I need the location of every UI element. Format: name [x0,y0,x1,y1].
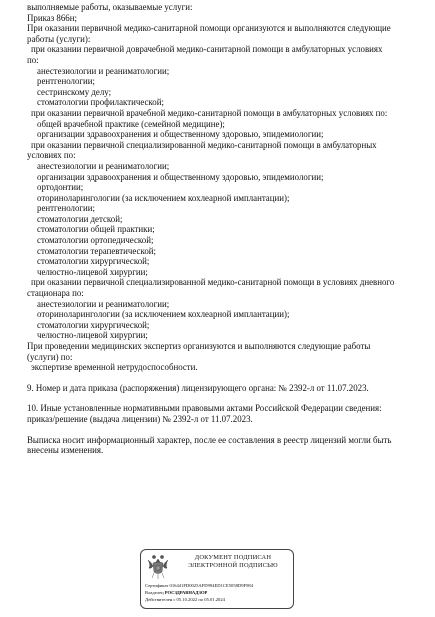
document-line: при оказании первичной специализированной медико-санитарной помощи в условиях дневного [31,277,395,288]
document-line: организации здравоохранения и общественному здоровью, эпидемиологии; [37,171,324,182]
document-line: Выписка носит информационный характер, после ее составления в реестр лицензий могли быть [27,434,392,445]
document-line: оториноларингологии (за исключением кохлеарной имплантации); [37,192,290,203]
document-line: сестринскому делу; [37,86,112,97]
electronic-signature-stamp [140,549,294,609]
document-line: при оказании первичной специализированной медико-санитарной помощи в амбулаторных [31,139,377,150]
document-line: выполняемые работы, оказываемые услуги: [27,2,193,12]
signature-certificate: Сертификат 016441FD0025AFD994ED1CE5058D9F984 [145,583,254,588]
document-line: Приказ 866н; [27,12,77,23]
document-line: при оказании первичной доврачебной медико-санитарной помощи в амбулаторных условиях [31,44,383,55]
document-line: по: [27,54,39,65]
document-line: челюстно-лицевой хирургии; [37,266,148,277]
document-line: челюстно-лицевой хирургии; [37,330,148,341]
document-line: При проведении медицинских экспертиз организуются и выполняются следующие работы [27,341,371,351]
signature-title [175,554,291,569]
coat-of-arms-icon [145,553,171,581]
document-line: работы (услуги): [27,33,91,44]
document-line: внесены изменения. [27,445,104,456]
paragraph-gap [27,425,419,435]
signature-validity: Действителен с 05.10.2022 по 05.01.2024 [145,597,225,602]
document-line: При оказании первичной медико-санитарной помощи организуются и выполняются следующие [27,23,391,34]
paragraph-gap [27,373,419,383]
signature-title-line1: ДОКУМЕНТ ПОДПИСАН [194,554,272,561]
document-line: при оказании первичной врачебной медико-санитарной помощи в амбулаторных условиях по: [31,107,388,118]
document-line: приказ/решение (выдача лицензии) № 2392-л от 11.07.2023. [27,413,253,424]
document-line: условиях по: [27,150,76,161]
document-body [27,2,419,456]
document-line: анестезиологии и реаниматологии; [37,65,170,76]
document-line: ортодонтии; [37,182,84,193]
document-line: стоматологии хирургической; [37,256,150,267]
document-line: рентгенологии; [37,76,96,87]
document-line: 9. Номер и дата приказа (распоряжения) лицензирующего органа: № 2392-л от 11.07.2023. [27,382,369,393]
document-line: анестезиологии и реаниматологии; [37,298,170,309]
document-line: (услуги) по: [27,351,73,362]
document-line: стоматологии общей практики; [37,224,155,235]
document-line: оториноларингологии (за исключением кохлеарной имплантации); [37,309,290,320]
document-line: организации здравоохранения и общественному здоровью, эпидемиологии; [37,129,324,140]
document-line: стоматологии детской; [37,213,123,224]
document-line: стоматологии профилактической; [37,97,164,108]
document-line: стационара по: [27,288,84,299]
signature-owner: Владелец РОСЗДРАВНАДЗОР [145,590,208,595]
document-line: стоматологии терапевтической; [37,245,156,256]
document-line: рентгенологии; [37,203,96,214]
document-line: стоматологии хирургической; [37,319,150,330]
document-line: 10. Иные установленные нормативными правовыми актами Российской Федерации сведения: [27,403,382,414]
paragraph-gap [27,393,419,403]
document-line: общей врачебной практике (семейной медицине); [37,118,225,129]
document-line: стоматологии ортопедической; [37,235,154,246]
document-line: экспертизе временной нетрудоспособности. [31,362,198,373]
document-line: анестезиологии и реаниматологии; [37,160,170,171]
signature-title-line2: ЭЛЕКТРОННОЙ ПОДПИСЬЮ [188,561,278,569]
